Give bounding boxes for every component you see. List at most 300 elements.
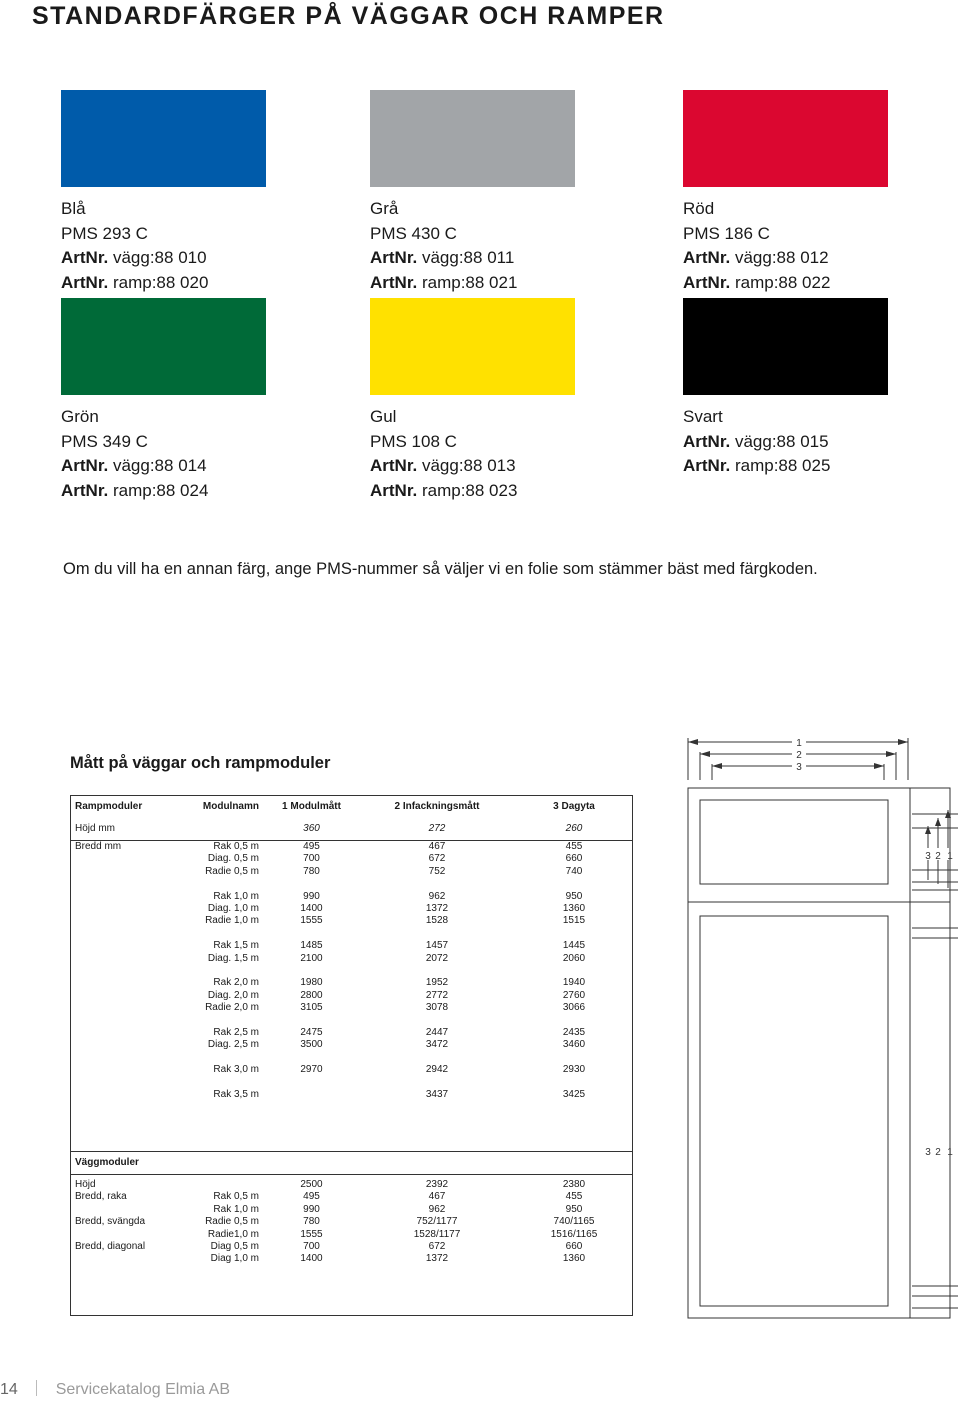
table-cell: 2060 xyxy=(562,952,586,964)
artnr-code: vägg:88 013 xyxy=(421,456,516,475)
art-nr-ramp xyxy=(683,454,830,479)
table-cell xyxy=(265,1126,358,1138)
diagram-top-label-3: 3 xyxy=(796,762,802,773)
table-cell xyxy=(265,965,358,977)
table-cell xyxy=(516,1139,633,1152)
table-cell xyxy=(71,953,196,965)
table-cell: 2772 xyxy=(425,989,449,1001)
artnr-label: ArtNr. xyxy=(61,456,109,475)
table-row xyxy=(71,1101,633,1113)
table-row xyxy=(71,1216,633,1228)
table-cell xyxy=(265,1303,358,1316)
color-swatch xyxy=(370,298,575,395)
table-cell xyxy=(71,866,196,878)
table-cell: 3437 xyxy=(425,1089,449,1101)
table-cell: Modulnamn xyxy=(202,801,259,812)
art-nr-ramp xyxy=(370,271,517,296)
table-row xyxy=(71,903,633,915)
table-cell: Rak 3,0 m xyxy=(213,1064,259,1076)
artnr-label: ArtNr. xyxy=(683,248,731,267)
table-cell: Radie 2,0 m xyxy=(205,1002,259,1014)
color-pms: PMS 430 C xyxy=(370,223,457,243)
artnr-label: ArtNr. xyxy=(370,272,418,292)
table-cell xyxy=(195,818,265,841)
table-cell xyxy=(265,1089,358,1101)
table-row xyxy=(71,928,633,940)
table-cell xyxy=(265,1052,358,1064)
artnr-code: ramp:88 022 xyxy=(734,272,831,292)
color-swatch xyxy=(370,90,575,187)
table-cell: 3 Dagyta xyxy=(553,801,595,812)
table-cell: Radie 1,0 m xyxy=(205,915,259,927)
table-row xyxy=(71,1253,633,1265)
table-cell: 467 xyxy=(428,1191,446,1203)
color-swatch xyxy=(683,90,888,187)
table-row xyxy=(71,818,633,841)
table-cell xyxy=(71,990,196,1002)
color-name: Blå xyxy=(61,199,86,218)
diagram-side-label-3b: 3 xyxy=(925,1147,931,1158)
table-row xyxy=(71,796,633,819)
table-row xyxy=(71,1278,633,1290)
table-row xyxy=(71,841,633,854)
table-cell: 3460 xyxy=(562,1039,586,1051)
table-cell: 1 Modulmått xyxy=(282,801,341,812)
table-cell xyxy=(358,1015,516,1027)
table-cell: 455 xyxy=(516,841,633,854)
table-cell xyxy=(195,928,265,940)
table-cell: Bredd, svängda xyxy=(75,1216,146,1228)
artnr-code: vägg:88 011 xyxy=(421,248,515,267)
table-cell: Radie1,0 m xyxy=(207,1228,259,1240)
diagram-side-label-2: 2 xyxy=(935,851,941,862)
table-cell xyxy=(516,965,633,977)
artnr-code: ramp:88 020 xyxy=(112,272,209,292)
table-row xyxy=(71,1266,633,1278)
table-cell xyxy=(358,1291,516,1303)
table-cell: 780 xyxy=(303,865,320,877)
table-cell xyxy=(71,1064,196,1076)
table-cell xyxy=(71,1266,196,1278)
table-row xyxy=(71,1015,633,1027)
color-pms: PMS 349 C xyxy=(61,431,148,451)
color-name: Grå xyxy=(370,199,399,218)
color-pms: PMS 293 C xyxy=(61,223,148,243)
artnr-label: ArtNr. xyxy=(61,272,109,292)
artnr-code: vägg:88 014 xyxy=(112,456,207,475)
table-cell xyxy=(516,1114,633,1126)
table-row xyxy=(71,1126,633,1138)
table-cell: 2100 xyxy=(300,952,323,964)
table-cell: Bredd, diagonal xyxy=(75,1241,146,1253)
table-cell xyxy=(195,878,265,890)
table-cell xyxy=(71,1052,196,1064)
table-cell xyxy=(516,1101,633,1113)
table-cell: 700 xyxy=(303,853,320,865)
table-cell xyxy=(71,1027,196,1039)
table-row xyxy=(71,866,633,878)
table-cell: Diag. 1,5 m xyxy=(207,952,259,964)
table-cell xyxy=(71,1278,196,1290)
table-cell: 1555 xyxy=(300,915,323,927)
table-cell: 962 xyxy=(428,1203,446,1215)
table-cell xyxy=(71,1039,196,1051)
table-cell: 3066 xyxy=(562,1002,586,1014)
table-cell: Rampmoduler xyxy=(75,801,143,812)
table-cell: 962 xyxy=(428,890,446,902)
table-row xyxy=(71,1002,633,1014)
table-cell: 1400 xyxy=(300,1253,323,1265)
art-nr-ramp xyxy=(683,271,830,296)
table-cell: 1516/1165 xyxy=(550,1228,598,1240)
table-cell xyxy=(71,1077,196,1089)
table-row xyxy=(71,1241,633,1253)
artnr-label: ArtNr. xyxy=(370,248,418,267)
table-cell: Diag 0,5 m xyxy=(210,1241,259,1253)
diagram-side-label-1b: 1 xyxy=(947,1147,953,1158)
color-name: Svart xyxy=(683,407,723,426)
table-cell: 1528/1177 xyxy=(413,1228,461,1240)
diagram-side-label-1: 1 xyxy=(947,851,953,862)
table-cell xyxy=(195,1114,265,1126)
table-cell xyxy=(71,1229,196,1241)
color-swatch xyxy=(61,298,266,395)
table-cell: 1528 xyxy=(425,915,449,927)
color-caption xyxy=(61,197,208,295)
table-cell: 272 xyxy=(428,822,446,834)
table-cell: 752 xyxy=(428,865,446,877)
table-cell: 2930 xyxy=(562,1064,586,1076)
table-cell: Rak 0,5 m xyxy=(213,1191,259,1203)
color-name: Gul xyxy=(370,407,397,426)
table-cell: 2800 xyxy=(300,989,323,1001)
table-cell: 2500 xyxy=(300,1179,323,1190)
table-cell: Radie 0,5 m xyxy=(205,865,259,877)
art-nr-ramp xyxy=(61,271,208,296)
table-row xyxy=(71,1027,633,1039)
table-cell: 950 xyxy=(565,890,583,902)
color-name: Grön xyxy=(61,407,99,426)
table-cell: 740/1165 xyxy=(553,1216,595,1228)
table-cell: 672 xyxy=(428,853,446,865)
table-cell xyxy=(516,1278,633,1290)
table-cell xyxy=(265,1139,358,1152)
table-row xyxy=(71,1039,633,1051)
table-row xyxy=(71,1114,633,1126)
table-cell xyxy=(71,1002,196,1014)
page-number: 14 xyxy=(0,1381,18,1398)
table-cell xyxy=(71,1126,196,1138)
table-cell: 467 xyxy=(358,841,516,854)
table-cell xyxy=(265,1015,358,1027)
table-cell xyxy=(516,928,633,940)
artnr-code: ramp:88 023 xyxy=(421,480,518,500)
table-row xyxy=(71,1052,633,1064)
table-cell: 1360 xyxy=(562,903,586,915)
color-caption xyxy=(683,405,830,479)
table-row xyxy=(71,915,633,927)
table-row xyxy=(71,953,633,965)
table-row xyxy=(71,1152,633,1175)
table-cell: 780 xyxy=(303,1216,320,1228)
table-cell: Diag. 1,0 m xyxy=(207,903,259,915)
table-cell xyxy=(516,1303,633,1316)
table-cell xyxy=(71,903,196,915)
artnr-code: ramp:88 021 xyxy=(421,272,518,292)
table-cell xyxy=(358,1077,516,1089)
table-row xyxy=(71,853,633,865)
table-cell: 3472 xyxy=(425,1039,449,1051)
table-cell xyxy=(516,878,633,890)
table-cell: 495 xyxy=(303,1191,320,1203)
table-cell: Rak 2,0 m xyxy=(213,977,259,989)
table-row xyxy=(71,1139,633,1152)
table-cell xyxy=(195,1126,265,1138)
table-cell: Rak 1,5 m xyxy=(213,940,259,952)
art-nr-wall xyxy=(61,454,208,479)
table-cell xyxy=(516,1015,633,1027)
page-title: STANDARDFÄRGER PÅ VÄGGAR OCH RAMPER xyxy=(32,2,665,30)
table-cell: 950 xyxy=(565,1203,583,1215)
artnr-code: vägg:88 015 xyxy=(734,431,829,451)
table-cell xyxy=(358,1278,516,1290)
table-cell xyxy=(358,1303,516,1316)
table-cell: Höjd xyxy=(75,1179,96,1190)
table-row xyxy=(71,990,633,1002)
diagram-top-label-2: 2 xyxy=(796,750,802,761)
page-footer xyxy=(0,1380,230,1399)
table-cell xyxy=(265,1266,358,1278)
table-row xyxy=(71,1064,633,1076)
table-cell xyxy=(71,915,196,927)
diagram-side-label-3: 3 xyxy=(925,851,931,862)
table-row xyxy=(71,1204,633,1216)
table-cell: 2475 xyxy=(300,1027,323,1039)
color-name: Röd xyxy=(683,199,715,218)
table-cell: Diag 1,0 m xyxy=(210,1253,259,1265)
table-cell: Rak 3,5 m xyxy=(213,1089,259,1101)
table-cell xyxy=(195,965,265,977)
table-cell xyxy=(265,1101,358,1113)
table-cell: 1515 xyxy=(562,915,586,927)
art-nr-wall xyxy=(683,246,830,271)
table-cell: Rak 1,0 m xyxy=(213,890,259,902)
table-cell xyxy=(71,1114,196,1126)
diagram-side-label-2b: 2 xyxy=(935,1147,941,1158)
table-cell: 360 xyxy=(303,822,320,834)
table-row xyxy=(71,1077,633,1089)
table-cell: 2435 xyxy=(562,1027,586,1039)
color-caption xyxy=(370,197,517,295)
table-row xyxy=(71,965,633,977)
art-nr-wall xyxy=(683,430,830,455)
table-cell: 260 xyxy=(565,822,583,834)
table-cell: 660 xyxy=(565,853,583,865)
artnr-label: ArtNr. xyxy=(683,431,731,451)
table-cell: 1445 xyxy=(562,940,586,952)
wall-modules-header: Väggmoduler xyxy=(71,1152,633,1175)
table-cell xyxy=(195,1278,265,1290)
table-cell xyxy=(195,1101,265,1113)
color-swatch xyxy=(683,298,888,395)
table-cell: 2 Infackningsmått xyxy=(394,801,480,812)
table-cell xyxy=(516,1291,633,1303)
color-caption xyxy=(683,197,830,295)
table-cell xyxy=(516,1126,633,1138)
table-cell xyxy=(358,1052,516,1064)
table-cell xyxy=(195,1015,265,1027)
table-cell: 2380 xyxy=(562,1179,586,1190)
art-nr-wall xyxy=(370,454,517,479)
table-cell xyxy=(71,928,196,940)
table-cell xyxy=(265,1278,358,1290)
color-swatch xyxy=(61,90,266,187)
table-cell: 2072 xyxy=(425,952,449,964)
table-row xyxy=(71,940,633,952)
table-cell xyxy=(195,1077,265,1089)
table-cell: Bredd, raka xyxy=(75,1191,127,1203)
artnr-code: vägg:88 010 xyxy=(112,248,207,267)
table-cell: 3425 xyxy=(562,1089,586,1101)
table-cell: 990 xyxy=(303,1203,320,1215)
table-cell xyxy=(265,1077,358,1089)
table-cell: Rak 2,5 m xyxy=(213,1027,259,1039)
table-cell xyxy=(71,1253,196,1265)
table-row xyxy=(71,1229,633,1241)
table-cell xyxy=(71,940,196,952)
table-row xyxy=(71,1179,633,1191)
table-row xyxy=(71,1291,633,1303)
table-cell: 1980 xyxy=(300,977,323,989)
table-cell: Radie 0,5 m xyxy=(205,1216,259,1228)
color-note: Om du vill ha en annan färg, ange PMS-nummer så väljer vi en folie som stämmer bäst med färgkoden. xyxy=(63,560,818,578)
table-cell xyxy=(71,1015,196,1027)
table-cell xyxy=(358,1126,516,1138)
measure-title: Mått på väggar och rampmoduler xyxy=(70,754,331,772)
module-diagram xyxy=(680,730,960,1350)
table-cell: 2970 xyxy=(300,1064,323,1076)
table-cell: 700 xyxy=(303,1241,320,1253)
artnr-label: ArtNr. xyxy=(370,456,418,475)
table-cell: 740 xyxy=(565,865,583,877)
table-cell: 1940 xyxy=(562,977,586,989)
table-row xyxy=(71,1191,633,1203)
table-cell xyxy=(265,928,358,940)
table-cell: Diag. 2,5 m xyxy=(207,1039,259,1051)
table-row xyxy=(71,1303,633,1316)
art-nr-wall xyxy=(61,246,208,271)
artnr-code: ramp:88 024 xyxy=(112,480,209,500)
table-cell xyxy=(516,1077,633,1089)
artnr-code: vägg:88 012 xyxy=(734,248,829,267)
dimensions-table xyxy=(70,795,633,1316)
table-cell xyxy=(516,1266,633,1278)
table-row xyxy=(71,977,633,989)
table-cell xyxy=(71,878,196,890)
table-cell: 455 xyxy=(565,1191,583,1203)
art-nr-wall xyxy=(370,246,517,271)
table-cell: 3105 xyxy=(300,1002,323,1014)
table-cell: Diag. 2,0 m xyxy=(207,989,259,1001)
artnr-label: ArtNr. xyxy=(61,480,109,500)
color-pms: PMS 108 C xyxy=(370,431,457,451)
table-cell: 1485 xyxy=(300,940,323,952)
table-cell xyxy=(71,1291,196,1303)
table-cell: 1360 xyxy=(562,1253,586,1265)
table-cell xyxy=(71,977,196,989)
table-cell xyxy=(358,1139,516,1152)
table-cell xyxy=(195,1139,265,1152)
table-row xyxy=(71,1089,633,1101)
table-cell xyxy=(358,878,516,890)
table-cell xyxy=(71,1101,196,1113)
table-cell xyxy=(195,1291,265,1303)
table-cell: Diag. 0,5 m xyxy=(207,853,259,865)
table-cell: 2447 xyxy=(425,1027,449,1039)
table-cell: 1372 xyxy=(425,1253,449,1265)
table-cell: 1457 xyxy=(425,940,449,952)
table-cell xyxy=(71,891,196,903)
table-cell: 2392 xyxy=(425,1179,449,1190)
table-cell: 660 xyxy=(565,1241,583,1253)
table-cell: Höjd mm xyxy=(75,822,116,834)
color-caption xyxy=(61,405,208,503)
table-cell: 1952 xyxy=(425,977,449,989)
table-cell xyxy=(358,1101,516,1113)
table-cell: Bredd mm xyxy=(71,841,196,854)
table-cell: 3078 xyxy=(425,1002,449,1014)
table-cell xyxy=(71,1139,196,1152)
table-cell: Rak 0,5 m xyxy=(195,841,265,854)
table-cell xyxy=(265,1114,358,1126)
table-cell xyxy=(358,928,516,940)
table-row xyxy=(71,891,633,903)
table-cell xyxy=(195,1266,265,1278)
table-cell: Rak 1,0 m xyxy=(213,1203,259,1215)
artnr-label: ArtNr. xyxy=(683,272,731,292)
artnr-label: ArtNr. xyxy=(683,456,731,475)
table-cell: 1372 xyxy=(425,903,449,915)
table-cell xyxy=(195,1303,265,1316)
artnr-label: ArtNr. xyxy=(370,480,418,500)
table-cell xyxy=(71,1303,196,1316)
table-cell xyxy=(358,1114,516,1126)
table-cell xyxy=(516,1052,633,1064)
table-cell xyxy=(265,1291,358,1303)
table-cell xyxy=(358,965,516,977)
footer-text: Servicekatalog Elmia AB xyxy=(55,1381,231,1398)
art-nr-ramp xyxy=(61,479,208,504)
table-cell xyxy=(358,1266,516,1278)
color-caption xyxy=(370,405,517,503)
color-pms: PMS 186 C xyxy=(683,223,770,243)
table-cell: 1555 xyxy=(300,1228,323,1240)
table-row xyxy=(71,878,633,890)
diagram-top-label-1: 1 xyxy=(796,738,802,749)
table-cell xyxy=(265,878,358,890)
table-cell: 2760 xyxy=(562,989,586,1001)
table-cell xyxy=(71,853,196,865)
table-cell: 672 xyxy=(428,1241,446,1253)
artnr-label: ArtNr. xyxy=(61,248,109,267)
table-cell: 1400 xyxy=(300,903,323,915)
table-cell xyxy=(195,1052,265,1064)
table-cell xyxy=(71,1089,196,1101)
table-cell xyxy=(71,965,196,977)
table-cell xyxy=(71,1204,196,1216)
table-cell xyxy=(195,1179,265,1191)
table-cell: 2942 xyxy=(425,1064,449,1076)
